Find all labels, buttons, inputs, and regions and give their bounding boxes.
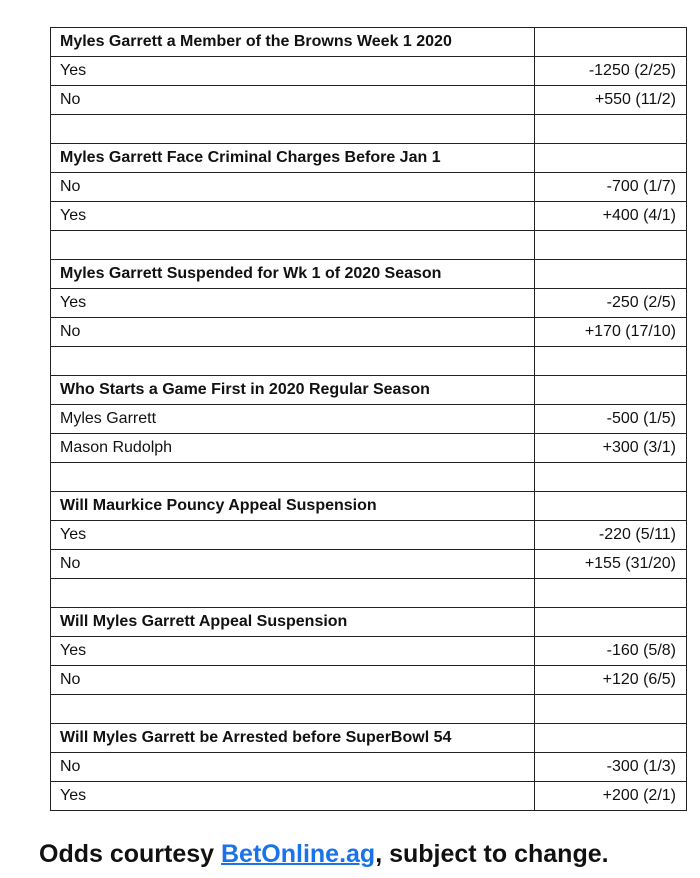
odds-row xyxy=(51,434,687,463)
option-label: No xyxy=(51,318,535,347)
option-label: No xyxy=(51,550,535,579)
option-label: No xyxy=(51,173,535,202)
credit-suffix: , subject to change. xyxy=(375,840,609,868)
empty-cell xyxy=(535,724,687,753)
odds-row xyxy=(51,318,687,347)
empty-cell xyxy=(51,579,535,608)
option-label: No xyxy=(51,753,535,782)
option-label: Yes xyxy=(51,57,535,86)
odds-row xyxy=(51,57,687,86)
option-label: No xyxy=(51,666,535,695)
market-title: Myles Garrett a Member of the Browns Week 1 2020 xyxy=(51,28,535,57)
option-odds: -500 (1/5) xyxy=(535,405,687,434)
odds-row xyxy=(51,521,687,550)
odds-row xyxy=(51,86,687,115)
option-odds: -1250 (2/25) xyxy=(535,57,687,86)
odds-row xyxy=(51,666,687,695)
market-title-row xyxy=(51,28,687,57)
option-label: Yes xyxy=(51,289,535,318)
odds-row xyxy=(51,550,687,579)
odds-table-body xyxy=(51,28,687,811)
option-odds: +550 (11/2) xyxy=(535,86,687,115)
option-odds: +120 (6/5) xyxy=(535,666,687,695)
option-odds: -220 (5/11) xyxy=(535,521,687,550)
option-odds: +155 (31/20) xyxy=(535,550,687,579)
empty-cell xyxy=(51,695,535,724)
spacer-row xyxy=(51,231,687,260)
market-title: Who Starts a Game First in 2020 Regular Season xyxy=(51,376,535,405)
empty-cell xyxy=(51,115,535,144)
option-odds: +170 (17/10) xyxy=(535,318,687,347)
betonline-link[interactable]: BetOnline.ag xyxy=(221,840,376,868)
odds-credit xyxy=(39,838,609,870)
empty-cell xyxy=(535,260,687,289)
empty-cell xyxy=(51,347,535,376)
market-title-row xyxy=(51,144,687,173)
spacer-row xyxy=(51,347,687,376)
market-title-row xyxy=(51,376,687,405)
option-odds: -250 (2/5) xyxy=(535,289,687,318)
option-label: Yes xyxy=(51,782,535,811)
empty-cell xyxy=(535,347,687,376)
empty-cell xyxy=(535,28,687,57)
empty-cell xyxy=(535,695,687,724)
empty-cell xyxy=(535,608,687,637)
empty-cell xyxy=(535,231,687,260)
odds-row xyxy=(51,405,687,434)
option-odds: +400 (4/1) xyxy=(535,202,687,231)
odds-row xyxy=(51,782,687,811)
empty-cell xyxy=(535,579,687,608)
credit-prefix: Odds courtesy xyxy=(39,840,221,868)
empty-cell xyxy=(535,463,687,492)
empty-cell xyxy=(535,115,687,144)
empty-cell xyxy=(535,492,687,521)
odds-table xyxy=(50,27,687,811)
spacer-row xyxy=(51,579,687,608)
market-title: Will Myles Garrett be Arrested before SuperBowl 54 xyxy=(51,724,535,753)
option-label: Mason Rudolph xyxy=(51,434,535,463)
market-title: Will Myles Garrett Appeal Suspension xyxy=(51,608,535,637)
odds-row xyxy=(51,289,687,318)
empty-cell xyxy=(535,144,687,173)
option-odds: -160 (5/8) xyxy=(535,637,687,666)
odds-row xyxy=(51,202,687,231)
option-odds: +200 (2/1) xyxy=(535,782,687,811)
empty-cell xyxy=(51,231,535,260)
spacer-row xyxy=(51,695,687,724)
option-label: Yes xyxy=(51,637,535,666)
option-label: Myles Garrett xyxy=(51,405,535,434)
empty-cell xyxy=(535,376,687,405)
market-title-row xyxy=(51,492,687,521)
market-title-row xyxy=(51,260,687,289)
spacer-row xyxy=(51,115,687,144)
market-title: Will Maurkice Pouncy Appeal Suspension xyxy=(51,492,535,521)
option-label: Yes xyxy=(51,202,535,231)
odds-row xyxy=(51,173,687,202)
odds-row xyxy=(51,637,687,666)
market-title: Myles Garrett Face Criminal Charges Before Jan 1 xyxy=(51,144,535,173)
spacer-row xyxy=(51,463,687,492)
option-odds: -300 (1/3) xyxy=(535,753,687,782)
market-title-row xyxy=(51,724,687,753)
option-odds: +300 (3/1) xyxy=(535,434,687,463)
odds-row xyxy=(51,753,687,782)
market-title: Myles Garrett Suspended for Wk 1 of 2020 Season xyxy=(51,260,535,289)
empty-cell xyxy=(51,463,535,492)
option-odds: -700 (1/7) xyxy=(535,173,687,202)
option-label: Yes xyxy=(51,521,535,550)
market-title-row xyxy=(51,608,687,637)
option-label: No xyxy=(51,86,535,115)
